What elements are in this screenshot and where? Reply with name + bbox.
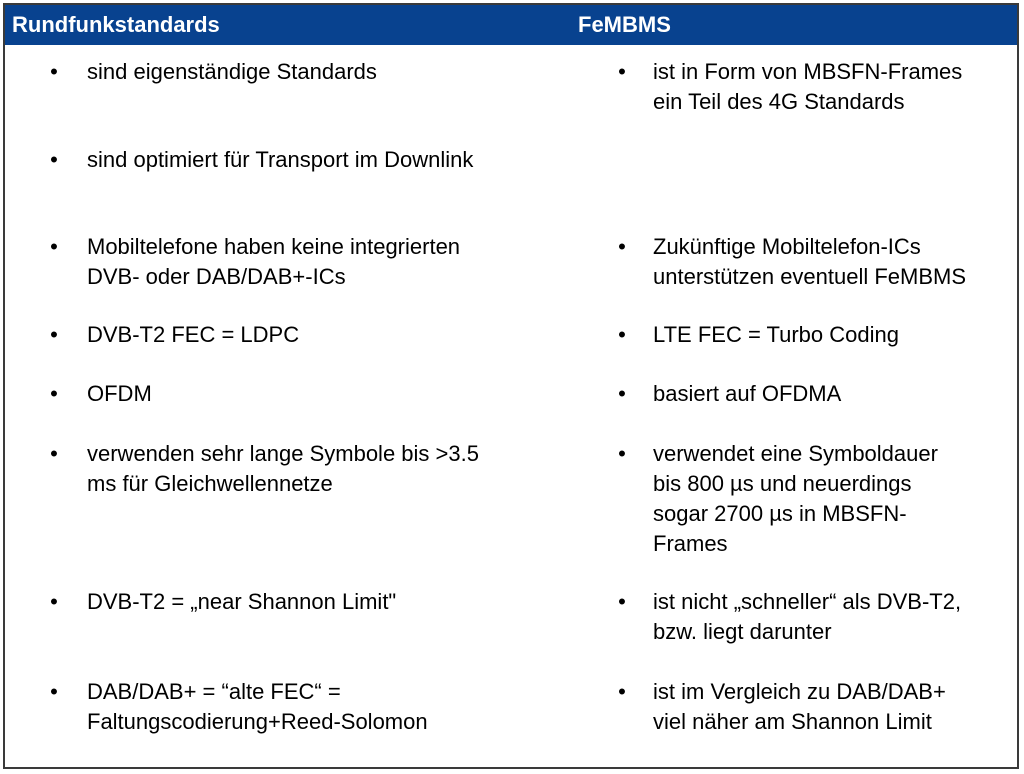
right-cell-text: verwendet eine Symboldauer bis 800 µs und neuerdings sogar 2700 µs in MBSFN- Frames	[653, 441, 938, 556]
right-cell-text: ist nicht „schneller“ als DVB-T2, bzw. liegt darunter	[653, 589, 962, 644]
bullet-icon: •	[618, 381, 626, 406]
right-cell-text: ist im Vergleich zu DAB/DAB+ viel näher am Shannon Limit	[653, 679, 946, 734]
left-cell-text: DVB-T2 = „near Shannon Limit"	[87, 589, 397, 614]
bullet-icon: •	[618, 59, 626, 84]
bullet-icon: •	[618, 589, 626, 614]
right-cell-text: LTE FEC = Turbo Coding	[653, 322, 899, 347]
header-fembms: FeMBMS	[578, 12, 671, 37]
bullet-icon: •	[618, 441, 626, 466]
bullet-icon: •	[50, 234, 58, 259]
left-cell-text: Mobiltelefone haben keine integrierten DVB- oder DAB/DAB+-ICs	[87, 234, 461, 289]
bullet-icon: •	[50, 59, 58, 84]
right-cell-text: Zukünftige Mobiltelefon-ICs unterstützen eventuell FeMBMS	[653, 234, 967, 289]
left-cell-text: sind optimiert für Transport im Downlink	[87, 147, 474, 172]
left-cell-text: verwenden sehr lange Symbole bis >3.5 ms für Gleichwellennetze	[87, 441, 479, 496]
bullet-icon: •	[618, 679, 626, 704]
left-cell-text: DVB-T2 FEC = LDPC	[87, 322, 300, 347]
bullet-icon: •	[50, 147, 58, 172]
bullet-icon: •	[50, 589, 58, 614]
bullet-icon: •	[50, 381, 58, 406]
left-cell-text: sind eigenständige Standards	[87, 59, 377, 84]
bullet-icon: •	[618, 234, 626, 259]
right-cell-text: basiert auf OFDMA	[653, 381, 842, 406]
bullet-icon: •	[50, 441, 58, 466]
left-cell-text: OFDM	[87, 381, 152, 406]
comparison-table	[3, 3, 1019, 769]
bullet-icon: •	[618, 322, 626, 347]
table-header	[5, 5, 1017, 45]
bullet-icon: •	[50, 679, 58, 704]
right-cell-text: ist in Form von MBSFN-Frames ein Teil des 4G Standards	[653, 59, 963, 114]
left-cell-text: DAB/DAB+ = “alte FEC“ = Faltungscodierung+Reed-Solomon	[87, 679, 428, 734]
bullet-icon: •	[50, 322, 58, 347]
header-broadcast-standards: Rundfunkstandards	[12, 12, 220, 37]
